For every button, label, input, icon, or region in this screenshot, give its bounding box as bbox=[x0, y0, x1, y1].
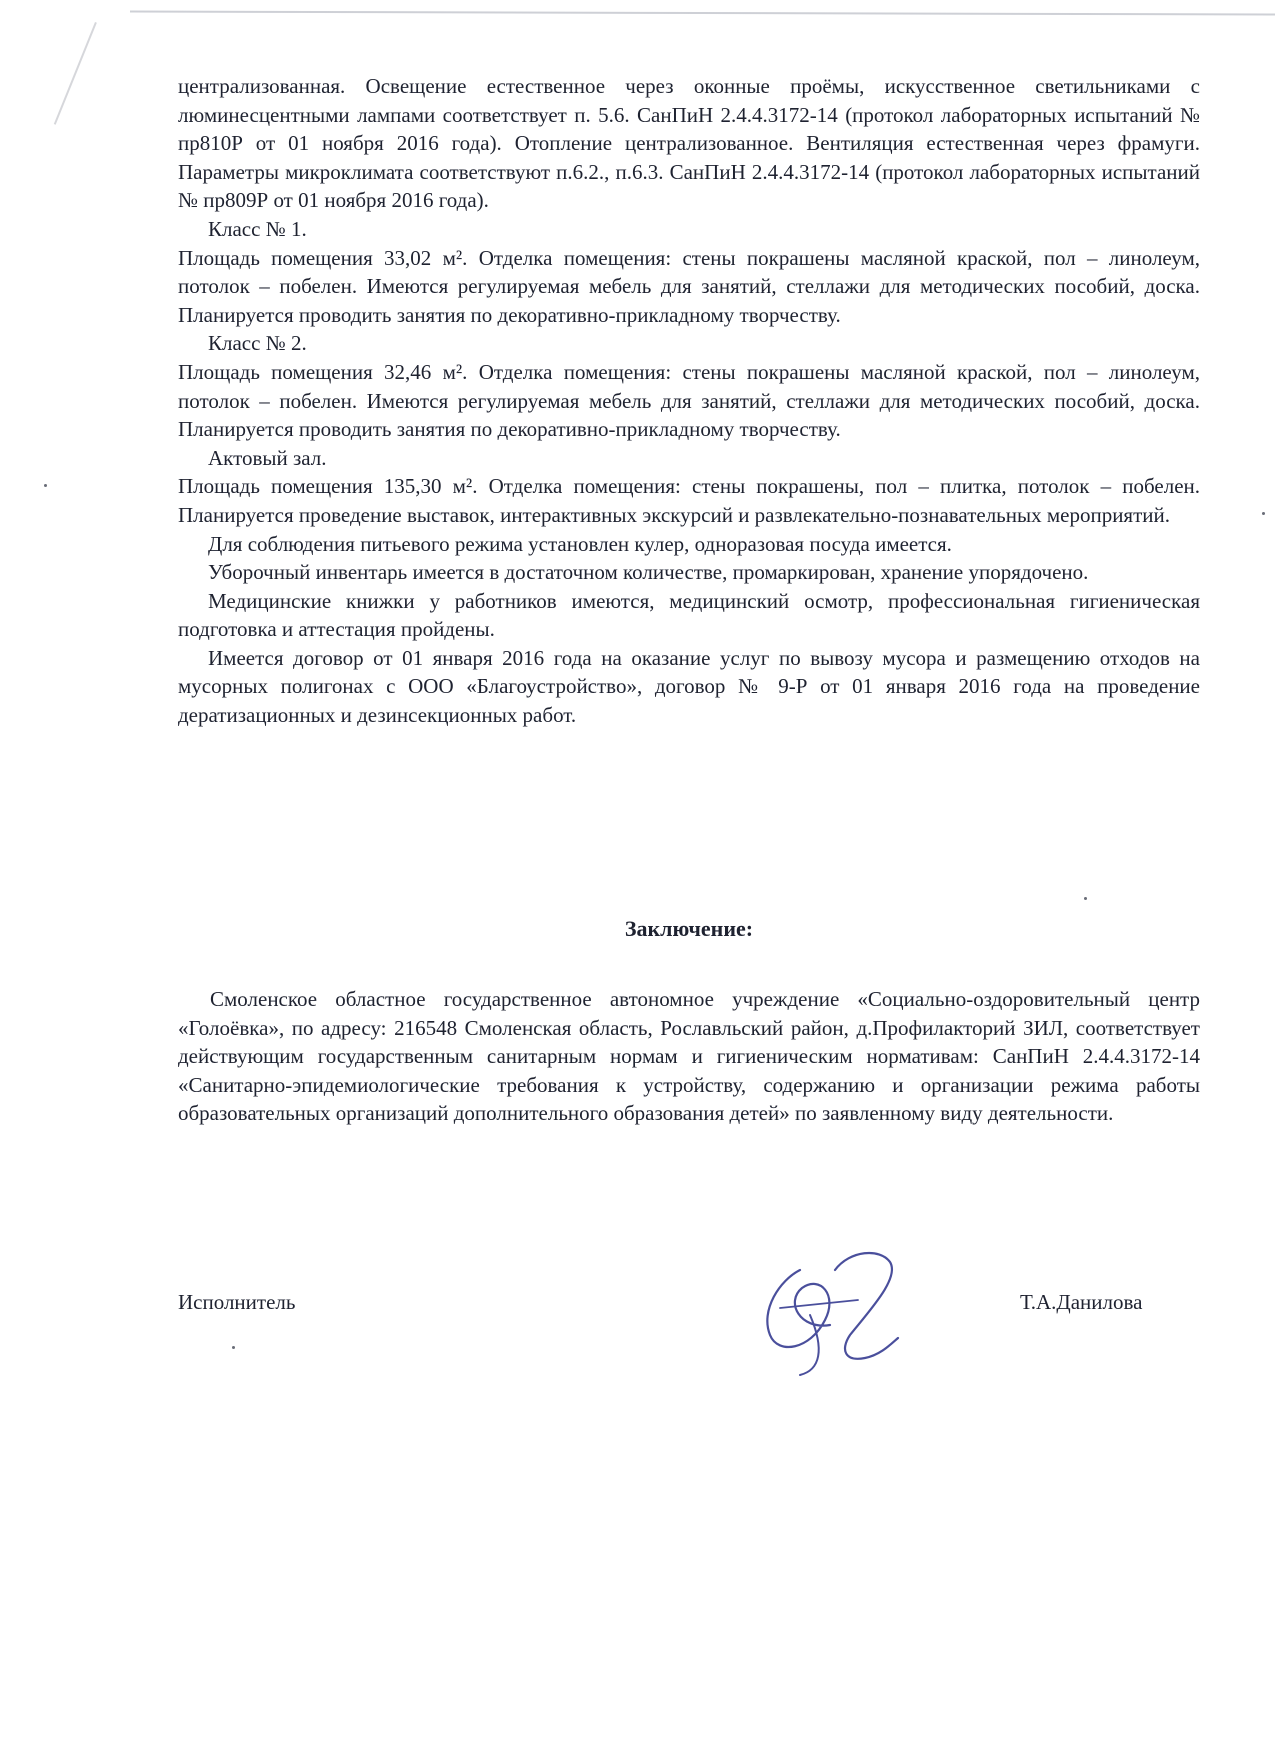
paragraph-class-2: Площадь помещения 32,46 м². Отделка помещения: стены покрашены масляной краской, пол – линолеум, потолок – побелен. Имеются регулируемая мебель для занятий, стеллажи для методических пособий, доска. Планируется проводить занятия по декоративно-прикладному творчеству. bbox=[178, 359, 1200, 442]
paragraph-class-1: Площадь помещения 33,02 м². Отделка помещения: стены покрашены масляной краской, пол – линолеум, потолок – побелен. Имеются регулируемая мебель для занятий, стеллажи для методических пособий, доска. Планируется проводить занятия по декоративно-прикладному творчеству. bbox=[178, 245, 1200, 327]
room-heading-class-2: Класс № 2. bbox=[208, 331, 307, 356]
paragraph-contracts: Имеется договор от 01 января 2016 года на оказание услуг по вывозу мусора и размещению отходов на мусорных полигонах с ООО «Благоустройство», договор № 9-Р от 01 января 2016 года на проведение дератизационных и дезинсекционных работ. bbox=[178, 645, 1200, 728]
paragraph-drinking-regime: Для соблюдения питьевого режима установлен кулер, одноразовая посуда имеется. bbox=[208, 531, 952, 556]
room-heading-class-1: Класс № 1. bbox=[208, 216, 307, 241]
room-heading-assembly-hall: Актовый зал. bbox=[208, 445, 327, 470]
scan-speck bbox=[1084, 897, 1087, 900]
paragraph-cleaning-inventory: Уборочный инвентарь имеется в достаточном количестве, промаркирован, хранение упорядочено. bbox=[208, 560, 1089, 585]
scan-edge-left bbox=[54, 22, 97, 125]
handwritten-signature bbox=[740, 1240, 920, 1380]
signatory-role: Исполнитель bbox=[178, 1290, 296, 1314]
scan-speck bbox=[44, 484, 47, 487]
paragraph-medical-books: Медицинские книжки у работников имеются, медицинский осмотр, профессиональная гигиеническая подготовка и аттестация пройдены. bbox=[178, 588, 1200, 642]
signatory-name: Т.А.Данилова bbox=[1020, 1290, 1143, 1314]
scan-edge-top bbox=[130, 11, 1275, 22]
conclusion-heading: Заключение: bbox=[624, 916, 754, 941]
scan-speck bbox=[232, 1346, 235, 1349]
scan-speck bbox=[1262, 512, 1265, 515]
document-body bbox=[178, 72, 1200, 730]
paragraph-facilities: централизованная. Освещение естественное через оконные проёмы, искусственное светильниками с люминесцентными лампами соответствует п. 5.6. СанПиН 2.4.4.3172-14 (протокол лабораторных испытаний № пр810Р от 01 ноября 2016 года). Отопление централизованное. Вентиляция естественная через фрамуги. Параметры микроклимата соответствуют п.6.2., п.6.3. СанПиН 2.4.4.3172-14 (протокол лабораторных испытаний № пр809Р от 01 ноября 2016 года). bbox=[178, 74, 1200, 213]
conclusion-text: Смоленское областное государственное автономное учреждение «Социально-оздоровительный центр «Голоёвка», по адресу: 216548 Смоленская область, Рославльский район, д.Профилакторий ЗИЛ, соответствует действующим государственным санитарным нормам и гигиеническим нормативам: СанПиН 2.4.4.3172-14 «Санитарно-эпидемиологические требования к устройству, содержанию и организации режима работы образовательных организаций дополнительного образования детей» по заявленному виду деятельности. bbox=[178, 987, 1200, 1126]
paragraph-assembly-hall: Площадь помещения 135,30 м². Отделка помещения: стены покрашены, пол – плитка, потолок – побелен. Планируется проведение выставок, интерактивных экскурсий и развлекательно-познавательных мероприятий. bbox=[178, 474, 1200, 527]
